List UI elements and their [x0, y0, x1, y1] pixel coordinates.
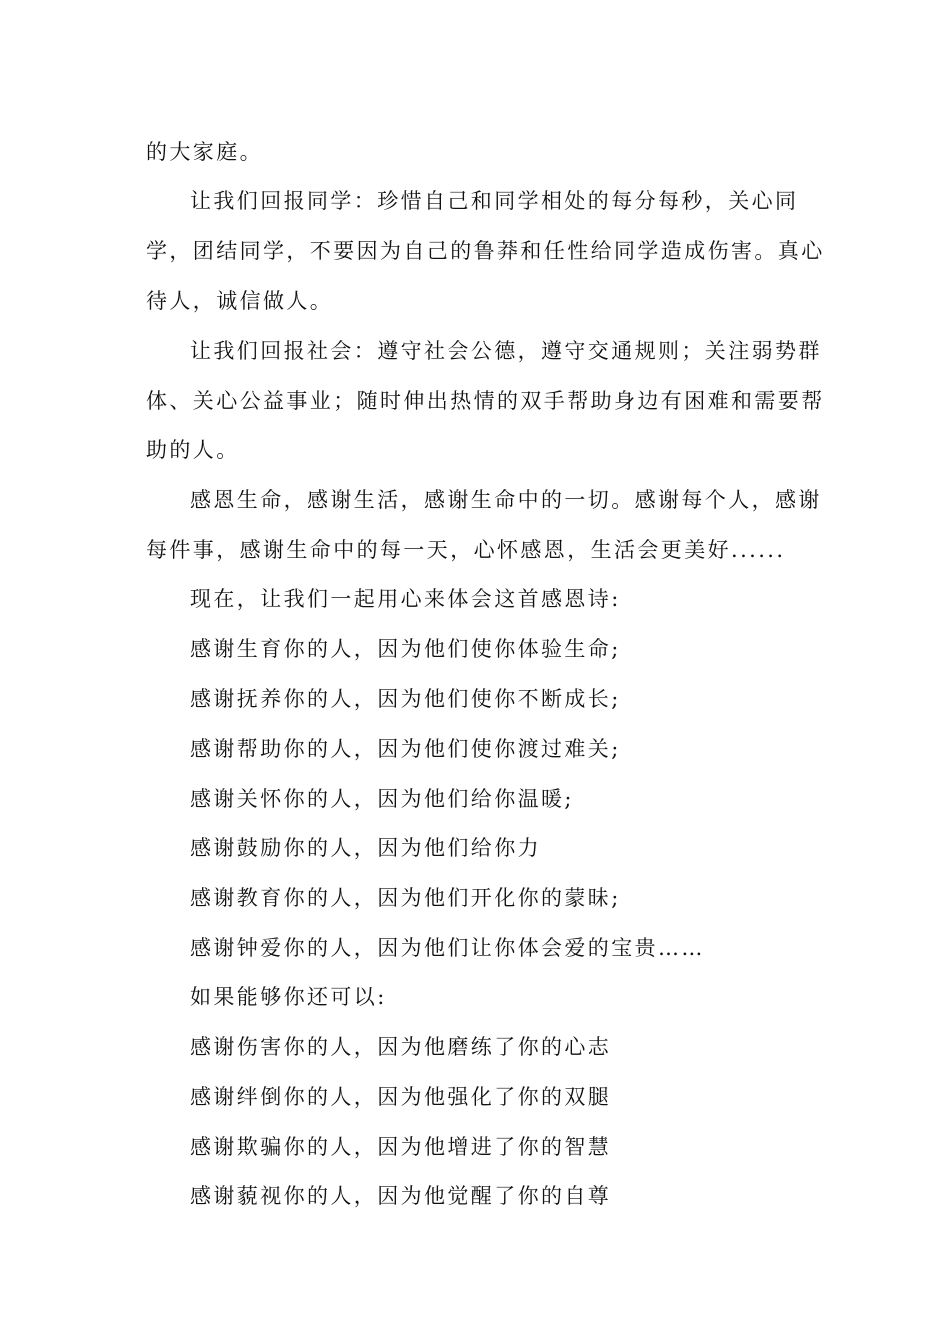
extra-poem-line: 感谢欺骗你的人，因为他增进了你的智慧	[190, 1135, 612, 1159]
paragraph-2-line-2: 学，团结同学，不要因为自己的鲁莽和任性给同学造成伤害。真心	[146, 239, 825, 263]
paragraph-1-line-1: 的大家庭。	[146, 140, 263, 164]
paragraph-2-line-3: 待人，诚信做人。	[146, 289, 334, 313]
poem-line: 感谢生育你的人，因为他们使你体验生命;	[190, 637, 621, 661]
poem-bridge: 如果能够你还可以:	[190, 985, 387, 1009]
poem-line: 感谢抚养你的人，因为他们使你不断成长;	[190, 687, 621, 711]
paragraph-4-line-1: 感恩生命，感谢生活，感谢生命中的一切。感谢每个人，感谢	[190, 488, 822, 512]
poem-intro: 现在，让我们一起用心来体会这首感恩诗:	[190, 587, 621, 611]
poem-line: 感谢钟爱你的人，因为他们让你体会爱的宝贵……	[190, 936, 705, 960]
poem-line: 感谢教育你的人，因为他们开化你的蒙昧;	[190, 886, 621, 910]
poem-line: 感谢鼓励你的人，因为他们给你力	[190, 836, 541, 860]
poem-line: 感谢帮助你的人，因为他们使你渡过难关;	[190, 737, 621, 761]
paragraph-3-line-1: 让我们回报社会：遵守社会公德，遵守交通规则；关注弱势群	[190, 339, 822, 363]
extra-poem-line: 感谢绊倒你的人，因为他强化了你的双腿	[190, 1085, 612, 1109]
extra-poem-line: 感谢藐视你的人，因为他觉醒了你的自尊	[190, 1184, 612, 1208]
extra-poem-line: 感谢伤害你的人，因为他磨练了你的心志	[190, 1035, 612, 1059]
paragraph-3-line-3: 助的人。	[146, 438, 240, 462]
paragraph-2-line-1: 让我们回报同学：珍惜自己和同学相处的每分每秒，关心同	[190, 189, 799, 213]
paragraph-4-line-2: 每件事，感谢生命中的每一天，心怀感恩，生活会更美好......	[146, 538, 786, 562]
paragraph-3-line-2: 体、关心公益事业；随时伸出热情的双手帮助身边有困难和需要帮	[146, 389, 825, 413]
poem-line: 感谢关怀你的人，因为他们给你温暖;	[190, 787, 574, 811]
